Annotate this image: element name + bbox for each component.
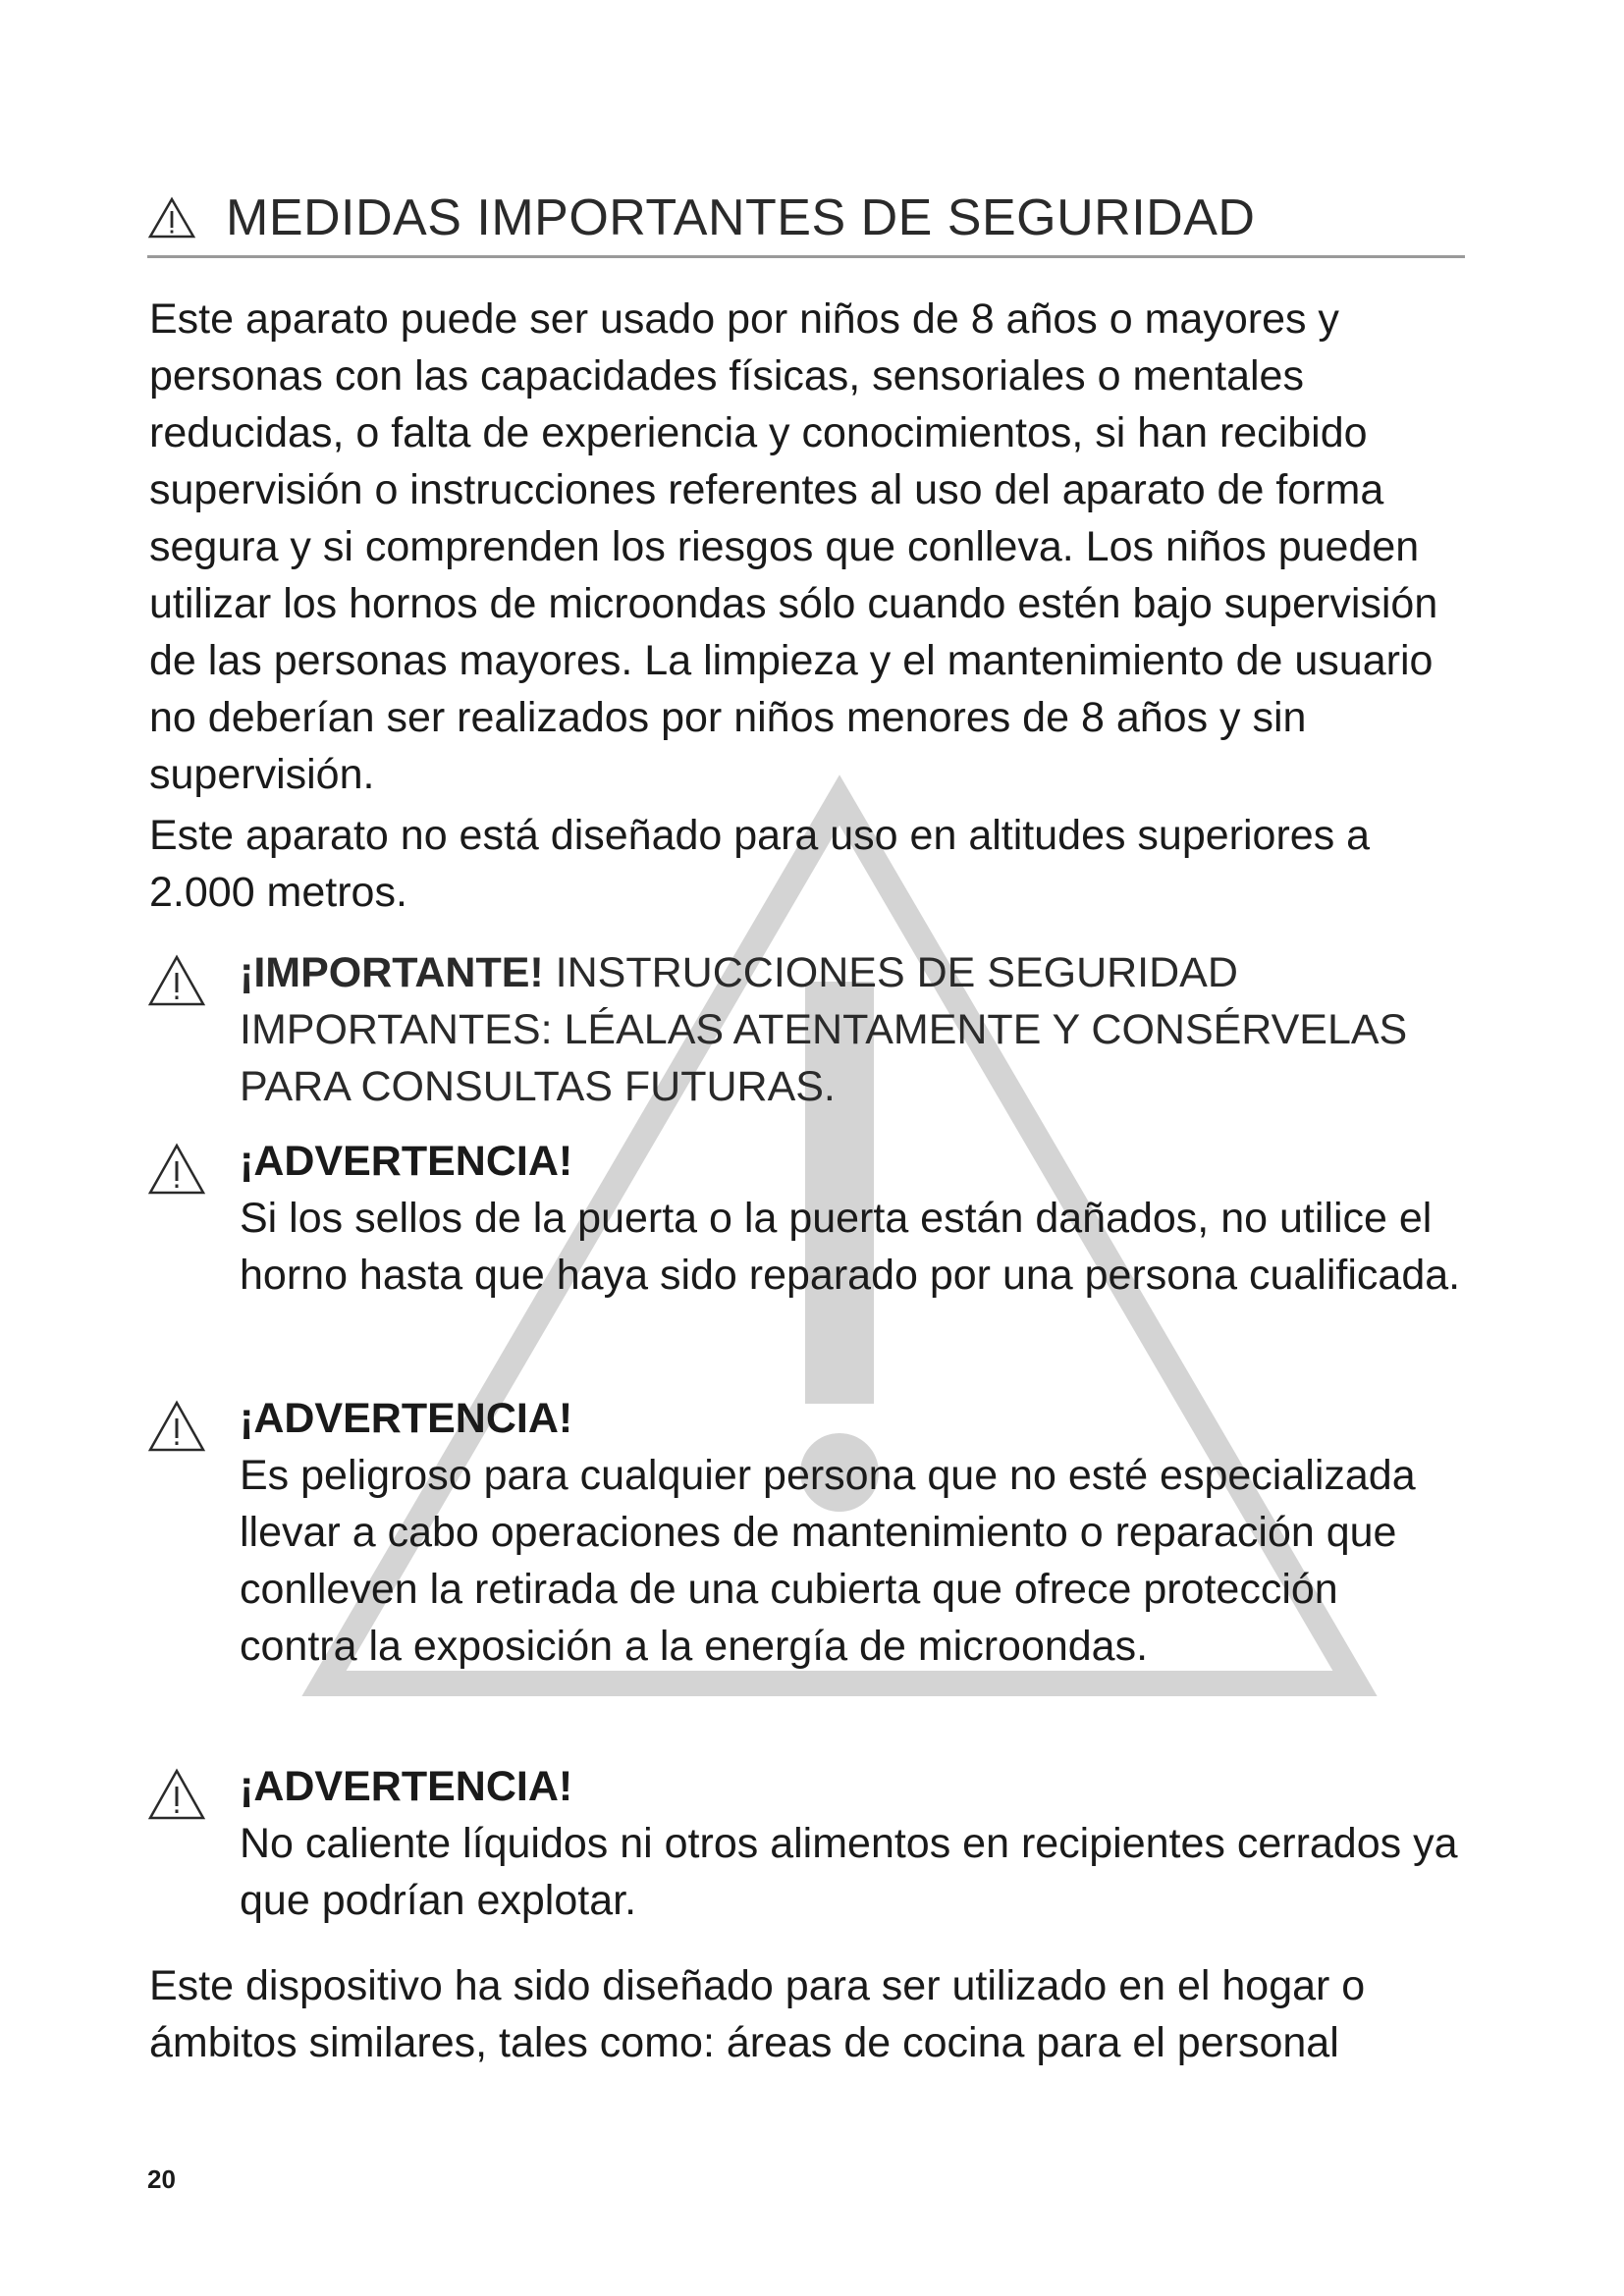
warning-text: Es peligroso para cualquier persona que no esté especializada llevar a cabo operaciones de mantenimiento o reparación que conlleven la retirada de una cubierta que ofrece protección contra la exposición a la energía de microondas.	[240, 1452, 1416, 1670]
important-text: INSTRUCCIONES DE SEGURIDAD IMPORTANTES: LÉALAS ATENTAMENTE Y CONSÉRVELAS PARA CONSULTAS FUTURAS.	[240, 949, 1408, 1110]
warning-text: Si los sellos de la puerta o la puerta están dañados, no utilice el horno hasta que haya sido reparado por una persona cualificada.	[240, 1195, 1461, 1299]
warning-triangle-icon	[147, 1400, 206, 1453]
warning-triangle-icon	[147, 196, 196, 240]
warning-door-seals	[147, 1133, 1465, 1304]
warning-triangle-icon	[147, 1768, 206, 1821]
important-notice	[147, 944, 1465, 1115]
warning-maintenance	[147, 1390, 1465, 1675]
section-heading	[147, 187, 1465, 258]
warning-closed-containers	[147, 1758, 1465, 1929]
paragraph-children-use: Este aparato puede ser usado por niños de 8 años o mayores y personas con las capacidades físicas, sensoriales o mentales reducidas, o falta de experiencia y conocimientos, si han recibido supervisión o instrucciones referentes al uso del aparato de forma segura y si comprenden los riesgos que conlleva. Los niños pueden utilizar los hornos de microondas sólo cuando estén bajo supervisión de las personas mayores. La limpieza y el mantenimiento de usuario no deberían ser realizados por niños menores de 8 años y sin supervisión.	[149, 295, 1438, 798]
warning-triangle-icon	[147, 954, 206, 1007]
paragraph-altitude: Este aparato no está diseñado para uso en altitudes superiores a 2.000 metros.	[149, 812, 1371, 916]
page-number: 20	[147, 2164, 176, 2194]
page-title: MEDIDAS IMPORTANTES DE SEGURIDAD	[226, 189, 1256, 246]
warning-label: ¡ADVERTENCIA!	[240, 1138, 573, 1185]
warning-text: No caliente líquidos ni otros alimentos en recipientes cerrados ya que podrían explotar.	[240, 1820, 1458, 1924]
important-label: ¡IMPORTANTE!	[240, 949, 544, 996]
warning-label: ¡ADVERTENCIA!	[240, 1395, 573, 1442]
warning-label: ¡ADVERTENCIA!	[240, 1763, 573, 1810]
warning-triangle-icon	[147, 1143, 206, 1196]
paragraph-household-use: Este dispositivo ha sido diseñado para ser utilizado en el hogar o ámbitos similares, tales como: áreas de cocina para el personal	[149, 1962, 1366, 2066]
